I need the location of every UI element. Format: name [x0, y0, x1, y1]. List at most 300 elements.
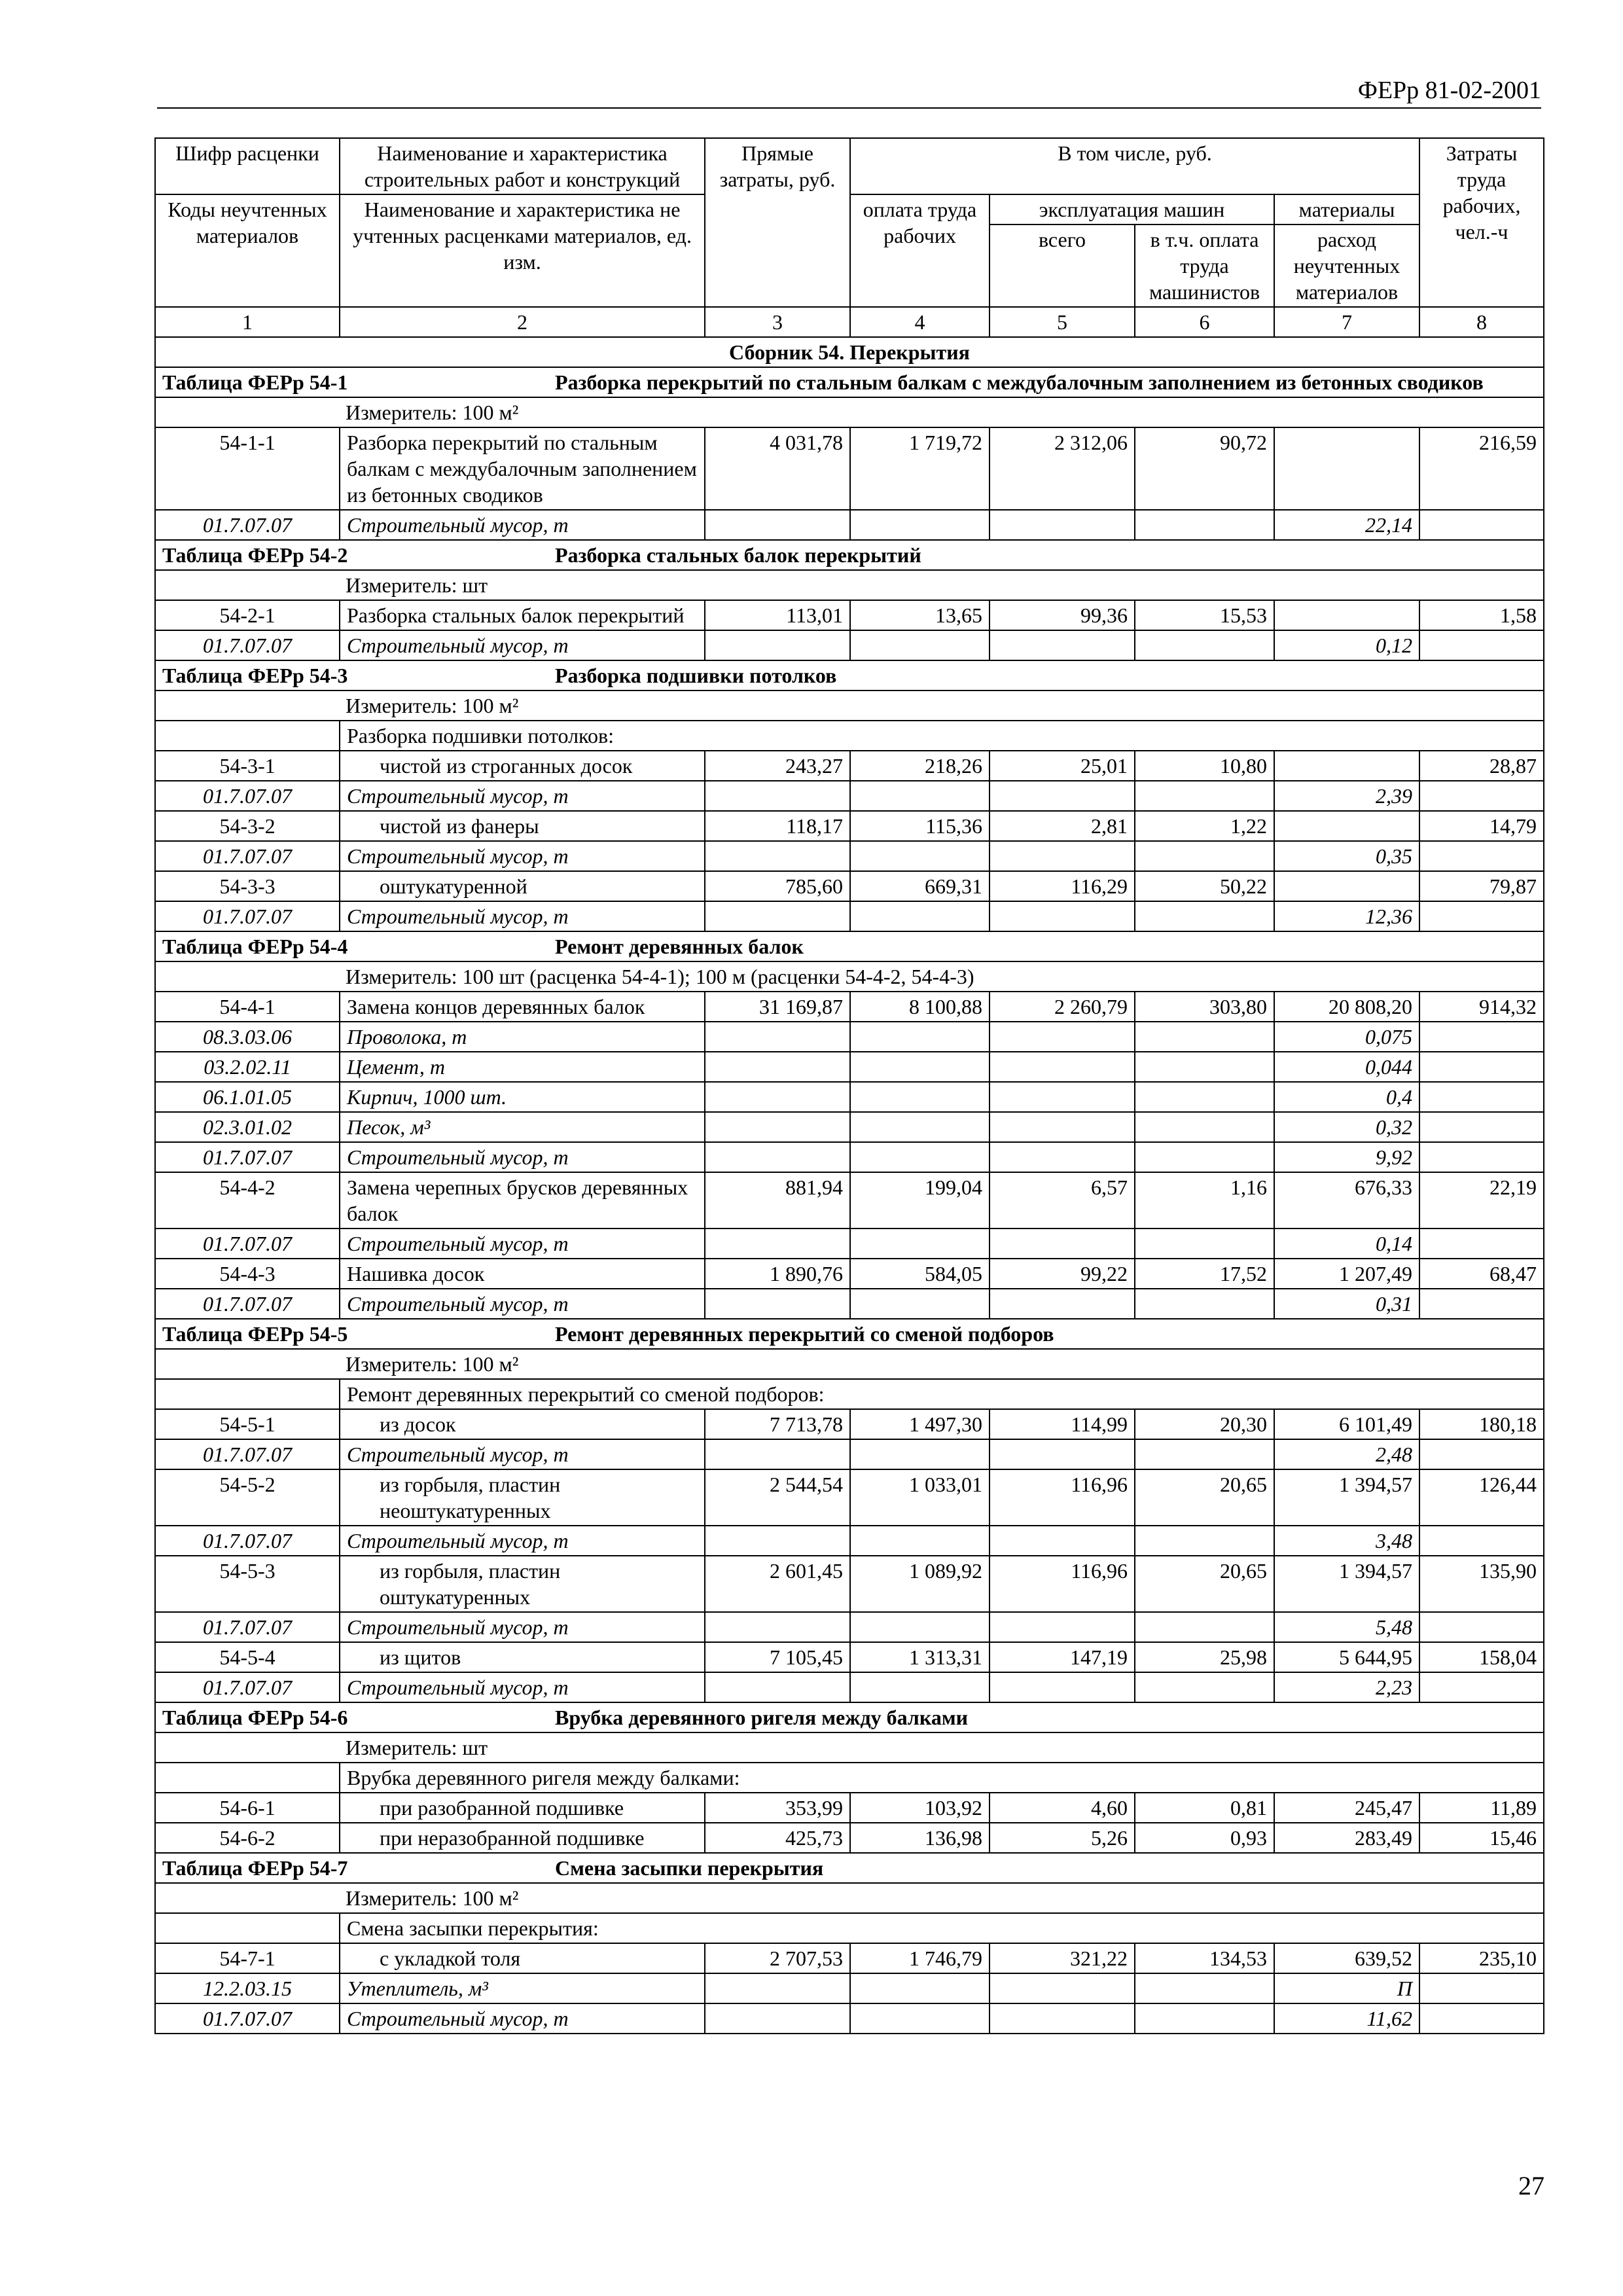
machines-total: 116,96	[990, 1469, 1135, 1526]
operators-wages: 0,81	[1135, 1793, 1274, 1823]
labor-costs: 135,90	[1419, 1556, 1544, 1612]
material-row	[155, 901, 1544, 931]
col-unaccounted-header: расход неучтенных материалов	[1274, 224, 1419, 307]
labor-costs: 126,44	[1419, 1469, 1544, 1526]
group-label: Разборка подшивки потолков:	[340, 721, 1544, 751]
rate-code: 54-5-4	[155, 1642, 340, 1672]
material-code: 01.7.07.07	[155, 2003, 340, 2034]
table-title: Врубка деревянного ригеля между балками	[555, 1706, 969, 1729]
table-meter-row	[155, 961, 1544, 992]
empty-cell	[705, 510, 850, 540]
empty-cell	[705, 1672, 850, 1702]
table-heading	[155, 1319, 1544, 1349]
material-name: Строительный мусор, т	[340, 1439, 705, 1469]
empty-cell	[1419, 1112, 1544, 1142]
empty-cell	[850, 1612, 990, 1642]
table-meter-row	[155, 1732, 1544, 1763]
empty-cell	[990, 841, 1135, 871]
empty-cell	[990, 1672, 1135, 1702]
material-name: Цемент, т	[340, 1052, 705, 1082]
material-name: Строительный мусор, т	[340, 1612, 705, 1642]
empty-cell	[705, 1142, 850, 1172]
empty-cell	[990, 1973, 1135, 2003]
wages: 8 100,88	[850, 992, 990, 1022]
operators-wages: 50,22	[1135, 871, 1274, 901]
material-code: 08.3.03.06	[155, 1022, 340, 1052]
material-code: 01.7.07.07	[155, 1142, 340, 1172]
table-heading	[155, 367, 1544, 397]
materials: 5 644,95	[1274, 1642, 1419, 1672]
col-operators-header: в т.ч. оплата труда машинистов	[1135, 224, 1274, 307]
table-meter: Измеритель: 100 шт (расценка 54-4-1); 100 м (расценки 54-4-2, 54-4-3)	[155, 961, 1544, 992]
rate-name: Замена концов деревянных балок	[340, 992, 705, 1022]
col-number: 6	[1135, 307, 1274, 337]
empty-cell	[850, 2003, 990, 2034]
group-spacer	[155, 1763, 340, 1793]
empty-cell	[1135, 781, 1274, 811]
wages: 1 033,01	[850, 1469, 990, 1526]
empty-cell	[705, 781, 850, 811]
table-row	[155, 811, 1544, 841]
empty-cell	[1135, 1439, 1274, 1469]
material-name: Утеплитель, м³	[340, 1973, 705, 2003]
collection-title: Сборник 54. Перекрытия	[155, 337, 1544, 367]
table-row	[155, 1793, 1544, 1823]
machines-total: 99,36	[990, 600, 1135, 630]
labor-costs: 180,18	[1419, 1409, 1544, 1439]
material-quantity: 0,044	[1274, 1052, 1419, 1082]
direct-costs: 2 544,54	[705, 1469, 850, 1526]
wages: 1 313,31	[850, 1642, 990, 1672]
materials: 639,52	[1274, 1943, 1419, 1973]
material-quantity: 11,62	[1274, 2003, 1419, 2034]
empty-cell	[1135, 1082, 1274, 1112]
material-quantity: 2,39	[1274, 781, 1419, 811]
table-name: Таблица ФЕРр 54-7	[162, 1856, 348, 1880]
empty-cell	[850, 1229, 990, 1259]
empty-cell	[705, 1052, 850, 1082]
rate-code: 54-4-3	[155, 1259, 340, 1289]
rate-code: 54-5-3	[155, 1556, 340, 1612]
material-row	[155, 1082, 1544, 1112]
machines-total: 4,60	[990, 1793, 1135, 1823]
material-name: Строительный мусор, т	[340, 2003, 705, 2034]
material-quantity: 0,075	[1274, 1022, 1419, 1052]
empty-cell	[850, 1439, 990, 1469]
empty-cell	[1419, 1672, 1544, 1702]
col-materials-header: материалы	[1274, 194, 1419, 224]
material-code: 01.7.07.07	[155, 1289, 340, 1319]
empty-cell	[705, 1973, 850, 2003]
material-code: 01.7.07.07	[155, 510, 340, 540]
material-name: Строительный мусор, т	[340, 901, 705, 931]
document-header	[157, 77, 1541, 109]
empty-cell	[990, 1022, 1135, 1052]
table-heading-row	[155, 1853, 1544, 1883]
direct-costs: 7 105,45	[705, 1642, 850, 1672]
empty-cell	[705, 2003, 850, 2034]
rate-name: Нашивка досок	[340, 1259, 705, 1289]
materials: 676,33	[1274, 1172, 1419, 1229]
rate-code: 54-5-2	[155, 1469, 340, 1526]
group-label: Врубка деревянного ригеля между балками:	[340, 1763, 1544, 1793]
operators-wages: 10,80	[1135, 751, 1274, 781]
material-name: Строительный мусор, т	[340, 781, 705, 811]
empty-cell	[850, 1082, 990, 1112]
col-number: 4	[850, 307, 990, 337]
empty-cell	[705, 1082, 850, 1112]
material-row	[155, 1612, 1544, 1642]
rate-name: Разборка перекрытий по стальным балкам с междубалочным заполнением из бетонных сводиков	[340, 427, 705, 510]
wages: 1 089,92	[850, 1556, 990, 1612]
material-row	[155, 1672, 1544, 1702]
empty-cell	[1135, 1289, 1274, 1319]
table-meter-row	[155, 1883, 1544, 1913]
empty-cell	[705, 1289, 850, 1319]
operators-wages: 20,65	[1135, 1556, 1274, 1612]
col-number: 7	[1274, 307, 1419, 337]
rate-name: с укладкой толя	[340, 1943, 705, 1973]
empty-cell	[1135, 1022, 1274, 1052]
table-title: Ремонт деревянных перекрытий со сменой подборов	[555, 1322, 1054, 1346]
table-meter: Измеритель: 100 м²	[155, 1883, 1544, 1913]
empty-cell	[990, 1142, 1135, 1172]
empty-cell	[850, 901, 990, 931]
document-code: ФЕРр 81-02-2001	[1357, 77, 1541, 104]
table-row	[155, 992, 1544, 1022]
table-row	[155, 1469, 1544, 1526]
empty-cell	[1135, 2003, 1274, 2034]
direct-costs: 881,94	[705, 1172, 850, 1229]
group-row	[155, 721, 1544, 751]
col-material-name-header: Наименование и характеристика не учтенных расценками материалов, ед. изм.	[340, 194, 705, 307]
material-name: Строительный мусор, т	[340, 1672, 705, 1702]
direct-costs: 118,17	[705, 811, 850, 841]
table-meter-row	[155, 1349, 1544, 1379]
group-row	[155, 1763, 1544, 1793]
material-row	[155, 630, 1544, 660]
empty-cell	[1419, 841, 1544, 871]
labor-costs: 28,87	[1419, 751, 1544, 781]
table-row	[155, 427, 1544, 510]
material-quantity: 0,4	[1274, 1082, 1419, 1112]
table-meter: Измеритель: шт	[155, 570, 1544, 600]
empty-cell	[1135, 1612, 1274, 1642]
empty-cell	[990, 1612, 1135, 1642]
rate-name: при разобранной подшивке	[340, 1793, 705, 1823]
machines-total: 2 260,79	[990, 992, 1135, 1022]
empty-cell	[1135, 1229, 1274, 1259]
col-code-header: Шифр расценки	[155, 138, 340, 194]
col-labor-header: Затраты труда рабочих, чел.-ч	[1419, 138, 1544, 307]
machines-total: 99,22	[990, 1259, 1135, 1289]
table-heading	[155, 1702, 1544, 1732]
labor-costs: 235,10	[1419, 1943, 1544, 1973]
material-code: 06.1.01.05	[155, 1082, 340, 1112]
rate-code: 54-4-1	[155, 992, 340, 1022]
group-row	[155, 1913, 1544, 1943]
table-row	[155, 1943, 1544, 1973]
empty-cell	[990, 1052, 1135, 1082]
material-name: Строительный мусор, т	[340, 1229, 705, 1259]
materials: 6 101,49	[1274, 1409, 1419, 1439]
page-number: 27	[1518, 2171, 1544, 2200]
empty-cell	[990, 1112, 1135, 1142]
empty-cell	[1419, 1439, 1544, 1469]
col-wages-header: оплата труда рабочих	[850, 194, 990, 307]
direct-costs: 4 031,78	[705, 427, 850, 510]
rate-name: оштукатуренной	[340, 871, 705, 901]
table-row	[155, 600, 1544, 630]
empty-cell	[850, 1672, 990, 1702]
labor-costs: 914,32	[1419, 992, 1544, 1022]
rate-code: 54-3-3	[155, 871, 340, 901]
rate-code: 54-1-1	[155, 427, 340, 510]
machines-total: 116,96	[990, 1556, 1135, 1612]
machines-total: 114,99	[990, 1409, 1135, 1439]
col-material-code-header: Коды неучтенных материалов	[155, 194, 340, 307]
table-heading-row	[155, 660, 1544, 691]
wages: 103,92	[850, 1793, 990, 1823]
material-name: Кирпич, 1000 шт.	[340, 1082, 705, 1112]
table-meter: Измеритель: 100 м²	[155, 1349, 1544, 1379]
material-row	[155, 841, 1544, 871]
machines-total: 2,81	[990, 811, 1135, 841]
table-heading	[155, 931, 1544, 961]
operators-wages: 17,52	[1135, 1259, 1274, 1289]
table-name: Таблица ФЕРр 54-4	[162, 935, 348, 958]
operators-wages: 20,65	[1135, 1469, 1274, 1526]
empty-cell	[990, 1229, 1135, 1259]
empty-cell	[705, 1439, 850, 1469]
empty-cell	[1419, 781, 1544, 811]
empty-cell	[705, 1112, 850, 1142]
rate-code: 54-6-1	[155, 1793, 340, 1823]
material-name: Строительный мусор, т	[340, 1142, 705, 1172]
table-name: Таблица ФЕРр 54-3	[162, 664, 348, 687]
col-group-header: В том числе, руб.	[850, 138, 1419, 194]
empty-cell	[850, 630, 990, 660]
material-row	[155, 1973, 1544, 2003]
table-row	[155, 1556, 1544, 1612]
materials	[1274, 751, 1419, 781]
table-heading-row	[155, 931, 1544, 961]
table-meter: Измеритель: 100 м²	[155, 691, 1544, 721]
machines-total: 116,29	[990, 871, 1135, 901]
material-code: 01.7.07.07	[155, 841, 340, 871]
empty-cell	[705, 1612, 850, 1642]
col-number: 2	[340, 307, 705, 337]
group-label: Ремонт деревянных перекрытий со сменой подборов:	[340, 1379, 1544, 1409]
group-row	[155, 1379, 1544, 1409]
empty-cell	[1135, 1672, 1274, 1702]
empty-cell	[1135, 510, 1274, 540]
materials: 245,47	[1274, 1793, 1419, 1823]
wages: 584,05	[850, 1259, 990, 1289]
table-heading	[155, 540, 1544, 570]
direct-costs: 425,73	[705, 1823, 850, 1853]
group-spacer	[155, 1913, 340, 1943]
material-code: 01.7.07.07	[155, 901, 340, 931]
direct-costs: 7 713,78	[705, 1409, 850, 1439]
material-code: 01.7.07.07	[155, 781, 340, 811]
empty-cell	[850, 1112, 990, 1142]
materials	[1274, 600, 1419, 630]
table-meter-row	[155, 570, 1544, 600]
materials: 1 394,57	[1274, 1556, 1419, 1612]
material-name: Строительный мусор, т	[340, 841, 705, 871]
empty-cell	[990, 1526, 1135, 1556]
direct-costs: 353,99	[705, 1793, 850, 1823]
rate-name: чистой из строганных досок	[340, 751, 705, 781]
table-meter: Измеритель: шт	[155, 1732, 1544, 1763]
empty-cell	[1419, 1612, 1544, 1642]
rates-table	[154, 137, 1544, 2034]
empty-cell	[1135, 1112, 1274, 1142]
empty-cell	[990, 781, 1135, 811]
material-row	[155, 1112, 1544, 1142]
empty-cell	[990, 1289, 1135, 1319]
group-spacer	[155, 1379, 340, 1409]
empty-cell	[1419, 1229, 1544, 1259]
material-code: 01.7.07.07	[155, 1439, 340, 1469]
material-quantity: 3,48	[1274, 1526, 1419, 1556]
empty-cell	[1419, 1142, 1544, 1172]
empty-cell	[990, 630, 1135, 660]
material-quantity: П	[1274, 1973, 1419, 2003]
direct-costs: 785,60	[705, 871, 850, 901]
direct-costs: 2 707,53	[705, 1943, 850, 1973]
table-name: Таблица ФЕРр 54-2	[162, 543, 348, 567]
machines-total: 2 312,06	[990, 427, 1135, 510]
table-meter-row	[155, 397, 1544, 427]
empty-cell	[1135, 901, 1274, 931]
labor-costs: 1,58	[1419, 600, 1544, 630]
material-quantity: 5,48	[1274, 1612, 1419, 1642]
empty-cell	[705, 841, 850, 871]
empty-cell	[1419, 1082, 1544, 1112]
wages: 199,04	[850, 1172, 990, 1229]
empty-cell	[850, 1289, 990, 1319]
rate-name: из горбыля, пластин оштукатуренных	[340, 1556, 705, 1612]
empty-cell	[705, 630, 850, 660]
table-heading-row	[155, 1702, 1544, 1732]
material-code: 12.2.03.15	[155, 1973, 340, 2003]
material-name: Строительный мусор, т	[340, 630, 705, 660]
empty-cell	[1135, 841, 1274, 871]
machines-total: 25,01	[990, 751, 1135, 781]
material-name: Строительный мусор, т	[340, 1526, 705, 1556]
empty-cell	[990, 510, 1135, 540]
direct-costs: 243,27	[705, 751, 850, 781]
material-quantity: 2,48	[1274, 1439, 1419, 1469]
table-title: Разборка стальных балок перекрытий	[555, 543, 921, 567]
table-heading-row	[155, 367, 1544, 397]
material-code: 01.7.07.07	[155, 1612, 340, 1642]
rate-code: 54-3-2	[155, 811, 340, 841]
rate-code: 54-3-1	[155, 751, 340, 781]
empty-cell	[705, 1022, 850, 1052]
rate-name: из горбыля, пластин неоштукатуренных	[340, 1469, 705, 1526]
material-code: 01.7.07.07	[155, 1672, 340, 1702]
empty-cell	[850, 510, 990, 540]
material-quantity: 0,35	[1274, 841, 1419, 871]
rate-code: 54-7-1	[155, 1943, 340, 1973]
col-machines-header: эксплуатация машин	[990, 194, 1274, 224]
material-quantity: 0,31	[1274, 1289, 1419, 1319]
machines-total: 5,26	[990, 1823, 1135, 1853]
machines-total: 147,19	[990, 1642, 1135, 1672]
table-title: Разборка перекрытий по стальным балкам с междубалочным заполнением из бетонных сводиков	[555, 370, 1484, 394]
rate-name: из досок	[340, 1409, 705, 1439]
material-quantity: 12,36	[1274, 901, 1419, 931]
empty-cell	[705, 901, 850, 931]
rate-code: 54-5-1	[155, 1409, 340, 1439]
empty-cell	[990, 2003, 1135, 2034]
col-number: 5	[990, 307, 1135, 337]
empty-cell	[850, 1142, 990, 1172]
wages: 1 719,72	[850, 427, 990, 510]
table-row	[155, 1409, 1544, 1439]
labor-costs: 158,04	[1419, 1642, 1544, 1672]
empty-cell	[1135, 1526, 1274, 1556]
labor-costs: 68,47	[1419, 1259, 1544, 1289]
empty-cell	[850, 841, 990, 871]
materials: 20 808,20	[1274, 992, 1419, 1022]
rate-name: Замена черепных брусков деревянных балок	[340, 1172, 705, 1229]
empty-cell	[990, 901, 1135, 931]
empty-cell	[850, 1973, 990, 2003]
table-row	[155, 1823, 1544, 1853]
empty-cell	[850, 781, 990, 811]
empty-cell	[1135, 630, 1274, 660]
labor-costs: 14,79	[1419, 811, 1544, 841]
direct-costs: 113,01	[705, 600, 850, 630]
materials	[1274, 811, 1419, 841]
empty-cell	[1419, 901, 1544, 931]
col-number: 8	[1419, 307, 1544, 337]
labor-costs: 216,59	[1419, 427, 1544, 510]
material-row	[155, 1439, 1544, 1469]
materials	[1274, 427, 1419, 510]
material-code: 03.2.02.11	[155, 1052, 340, 1082]
material-code: 01.7.07.07	[155, 1229, 340, 1259]
empty-cell	[1419, 1289, 1544, 1319]
material-quantity: 22,14	[1274, 510, 1419, 540]
empty-cell	[850, 1022, 990, 1052]
table-title: Разборка подшивки потолков	[555, 664, 837, 687]
wages: 218,26	[850, 751, 990, 781]
col-name-header: Наименование и характеристика строительных работ и конструкций	[340, 138, 705, 194]
direct-costs: 31 169,87	[705, 992, 850, 1022]
wages: 669,31	[850, 871, 990, 901]
operators-wages: 90,72	[1135, 427, 1274, 510]
material-code: 01.7.07.07	[155, 630, 340, 660]
empty-cell	[705, 1526, 850, 1556]
material-name: Строительный мусор, т	[340, 1289, 705, 1319]
table-row	[155, 1259, 1544, 1289]
empty-cell	[1419, 1052, 1544, 1082]
table-meter-row	[155, 691, 1544, 721]
rate-code: 54-6-2	[155, 1823, 340, 1853]
materials: 1 394,57	[1274, 1469, 1419, 1526]
rate-code: 54-2-1	[155, 600, 340, 630]
rate-name: Разборка стальных балок перекрытий	[340, 600, 705, 630]
group-label: Смена засыпки перекрытия:	[340, 1913, 1544, 1943]
material-name: Строительный мусор, т	[340, 510, 705, 540]
material-quantity: 0,12	[1274, 630, 1419, 660]
machines-total: 321,22	[990, 1943, 1135, 1973]
